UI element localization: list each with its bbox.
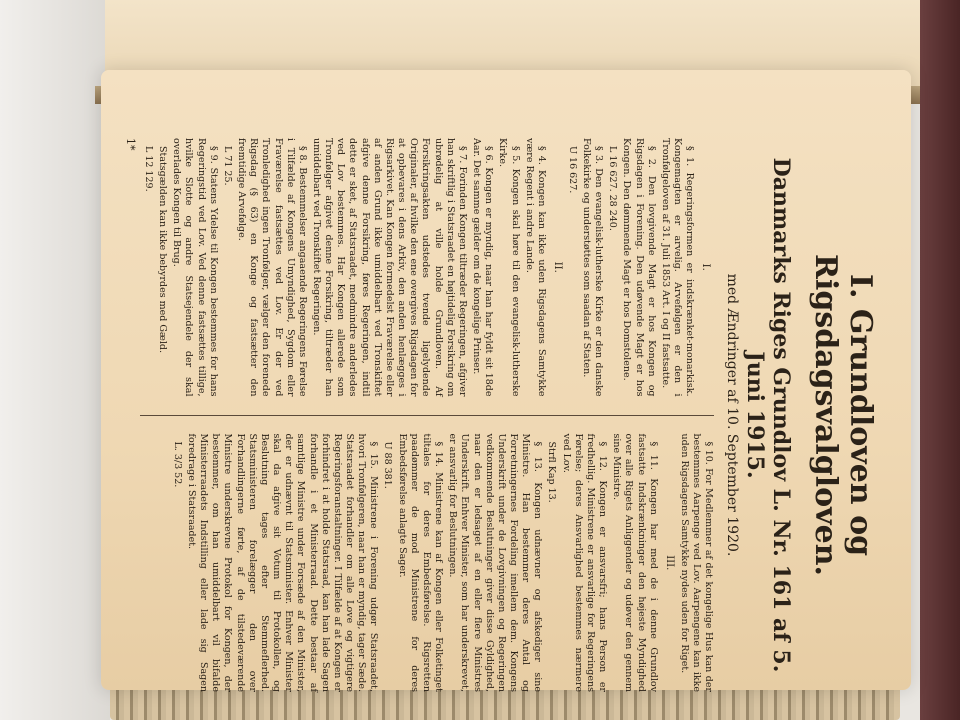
paragraph: U 88 381. [382, 441, 394, 489]
paragraph: Strfl Kap 13. [546, 441, 558, 503]
paragraph: § 9. Statens Ydelse til Kongen bestemmes for hans Regeringstid ved Lov. Ved denne fastsættes tillige, hvilke Slotte og andre Statsejendele der skal overlades Kongen til Brug. [171, 138, 219, 397]
open-book [95, 0, 960, 720]
paragraph: § 15. Ministrene i Forening udgør Statsraadet, hvori Tronfølgeren, naar han er myndig, tager Sæde. Statsraadet forhandler om alle Love og vigtigere Regeringsforanstaltninger. I Tilfælde af at Kongen er forhindret i at holde Statsraad, kan han lade Sagen forhandle i et Ministerraad. Dette bestaar af samtlige Ministre under Forsæde af den Minister, der er udnævnt til Statsminister. Enhver Minister skal da afgive sit Votum til Protokollen, og Beslutning tages efter Stemmeflerhed. Statsministeren forelægger den over Forhandlingerne førte, af de tilstedeværende Ministre underskrevne Protokol for Kongen, der bestemmer, om han umiddelbart vil bifalde Ministerraadets Indstilling eller lade sig Sagen foredrage i Statsraadet. [185, 433, 380, 692]
book-cover [920, 0, 960, 720]
paragraph: § 13. Kongen udnævner og afskediger sine Ministre. Han bestemmer deres Antal og Forretningernes Fordeling imellem dem. Kongens Underskrift under de Lovgivningen og Regeringen vedkommende Beslutninger giver disse Gyldighed, naar den er ledsaget af en eller flere Ministres Underskrift. Enhver Minister, som har underskrevet, er ansvarlig for Beslutningen. [447, 433, 544, 692]
rotated-text-block [116, 110, 896, 720]
paragraph: § 1. Regeringsformen er indskrænket-monarkisk. Kongemagten er arvelig. Arvefølgen er den i Tronfølgeloven af 31. Juli 1853 Art. I og II fastsatte. [659, 138, 696, 397]
column-divider [140, 415, 714, 416]
paragraph: Statsgælden kan ikke bebyrdes med Gæld. [157, 146, 169, 354]
paragraph: § 11. Kongen har med de i denne Grundlov fastsatte Indskrænkninger den højeste Myndighed over alle Rigets Anliggender og udøver den gennem sine Ministre. [611, 433, 659, 692]
text-columns [140, 138, 714, 692]
table-surface [0, 0, 110, 720]
paragraph: § 6. Kongen er myndig, naar han har fyldt sit 18de Aar. Det samme gælder om de kongelige Prinser. [471, 138, 495, 397]
paragraph: § 12. Kongen er ansvarsfri; hans Person er fredhellig. Ministrene er ansvarlige for Regeringens Førelse; deres Ansvarlighed bestemmes nærmere ved Lov. [560, 433, 609, 692]
paragraph: § 4. Kongen kan ikke uden Rigsdagens Samtykke være Regent i andre Lande. [523, 138, 547, 397]
paragraph: § 10. For Medlemmer af det kongelige Hus kan der bestemmes Aarpenge ved Lov. Aarpengene kan ikke uden Rigsdagens Samtykke nydes uden for Riget. [678, 433, 714, 692]
paragraph: § 3. Den evangelisk-lutherske Kirke er den danske Folkekirke og understøttes som saadan af Staten. [580, 138, 605, 397]
paragraph: § 5. Kongen skal høre til den evangelisk-lutherske Kirke. [497, 138, 521, 397]
section-heading: III. [663, 555, 675, 571]
paragraph: L 12 129. [143, 146, 154, 192]
chapter-title: I. Grundloven og Rigsdagsvalgloven. [808, 254, 878, 576]
paragraph: L. 3/3 52. [171, 441, 183, 488]
paragraph: § 8. Bestemmelser angaaende Regeringens Førelse i Tilfælde af Kongens Umyndighed, Sygdom eller Fraværelse fastsættes ved Lov. Er der ved Tronledighed ingen Tronfølger, vælger den forenede Rigsdag (§ 63) en Konge og fastsætter den fremtidige Arvefølge. [236, 138, 308, 397]
right-column [140, 434, 714, 693]
paragraph: § 7. Forinden Kongen tiltræder Regeringen, afgiver han skriftlig i Statsraadet en højtidelig Forsikring om ubrødelig at ville holde Grundloven. Af Forsikringsakten udstedes tvende ligelydende Originaler, af hvilke den ene overgives Rigsdagen for at opbevares i dens Arkiv, den anden henlægges i Rigsarkivet. Kan Kongen formedelst Fraværelse eller af anden Grund ikke umiddelbart ved Tronskiftet afgive denne Forsikring, føres Regeringen, indtil dette er sket, af Statsraadet, medmindre anderledes ved Lov bestemmes. Har Kongen allerede som Tronfølger afgivet denne Forsikring, tiltræder han umiddelbart ved Tronskiftet Regeringen. [311, 138, 468, 397]
law-title: Danmarks Riges Grundlov L. Nr. 161 af 5. Juni 1915. [742, 157, 794, 673]
paragraph: L 71 25. [221, 146, 233, 186]
section-heading: I. [700, 263, 711, 271]
law-subtitle: med Ændringer af 10. September 1920. [724, 273, 740, 557]
paragraph: U 16 627. [566, 146, 578, 194]
section-heading: II. [551, 261, 563, 273]
page-number: 1* [124, 138, 137, 151]
left-column [140, 138, 714, 397]
paragraph: § 14. Ministrene kan af Kongen eller Folketinget tiltales for deres Embedsførelse. Rigsretten paadømmer de mod Ministrene for deres Embedsførelse anlagte Sager. [396, 433, 445, 692]
paragraph: L 16 627. 28 240. [607, 146, 619, 231]
printed-page [101, 70, 911, 690]
paragraph: § 2. Den lovgivende Magt er hos Kongen og Rigsdagen i Forening. Den udøvende Magt er hos Kongen. Den dømmende Magt er hos Domstolene. [621, 138, 657, 397]
